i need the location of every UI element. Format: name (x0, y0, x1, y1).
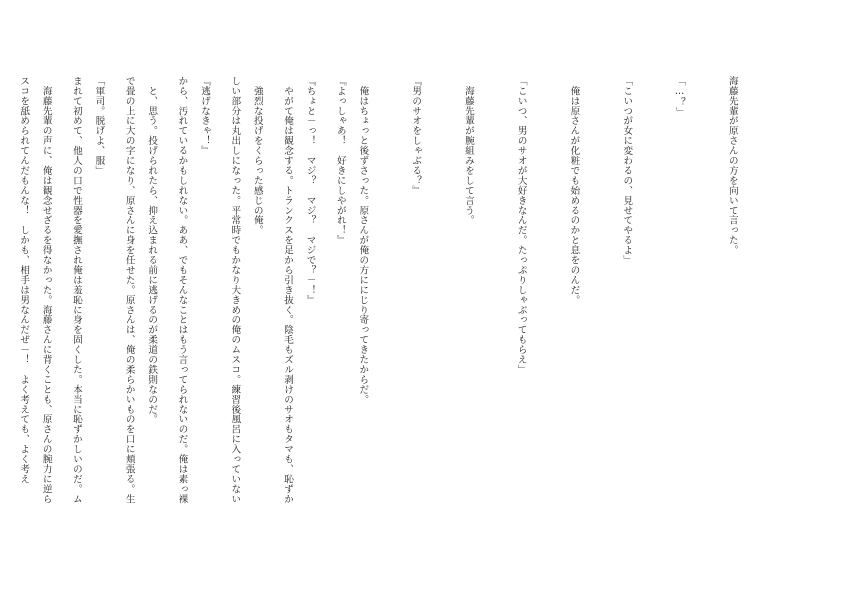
text-line: 俺は原さんが化粧でも始めるのかと息をのんだ。 (568, 76, 580, 305)
text-line: 強烈な投げをくらった感じの俺。 (251, 76, 263, 236)
text-line: と、思う。投げられたら、抑え込まれる前に逃げるのが柔道の鉄則なのだ。 (146, 76, 158, 425)
text-line: しい部分は丸出しになった。平常時でもかなり大きめの俺のムスコ。練習後風呂に入っていない (229, 76, 241, 504)
text-line: まれて初めて、他人の口で性器を愛撫され俺は羞恥に身を固くした。本当に恥ずかしいのだ。ム (70, 76, 82, 504)
text-line: スコを舐められてんだもんな！ しかも、相手は男なんだぜ－！ よく考えても、よく考え (18, 76, 30, 484)
text-line: 「こいつ、男のサオが大好きなんだ。たっぷりしゃぶってもらえ」 (515, 76, 527, 375)
text-line: 「…？」 (674, 76, 686, 118)
text-line: 俺はちょっと後ずさった。原さんが俺の方ににじり寄ってきたからだ。 (357, 76, 369, 405)
text-line: で畳の上に大の字になり、原さんに身を任せた。原さんは、俺の柔らかいものを口に頬張る。生 (123, 76, 135, 504)
text-line: 『逃げなきゃ！』 (199, 76, 210, 156)
text-line: 「軍司。脱げよ、服」 (93, 76, 105, 176)
text-line: 海藤先輩が原さんの方を向いて言った。 (726, 76, 738, 256)
text-line: 『男のサオをしゃぶる？』 (410, 76, 422, 196)
text-line: 海藤先輩が腕組みをして言う。 (462, 76, 474, 226)
text-line: 海藤先輩の声に、俺は観念せざるを得なかった。海藤さんに背くことも、原さんの腕力に逆ら (40, 76, 52, 504)
text-line: から、汚れているかもしれない。ああ、でもそんなことはもう言ってられないのだ。俺は素っ裸 (176, 76, 188, 504)
text-line: 「こいつが女に変わるの、見せてやるよ」 (621, 76, 633, 266)
text-line: 『ちょと－っ！ マジ？ マジ？ マジで？－！』 (304, 76, 316, 305)
text-line: やがて俺は観念する。トランクスを足から引き抜く。陰毛もズル剥けのサオもタマも、恥ずか (282, 76, 294, 504)
text-line: 『よっしゃあ！ 好きにしやがれ！』 (334, 76, 346, 246)
